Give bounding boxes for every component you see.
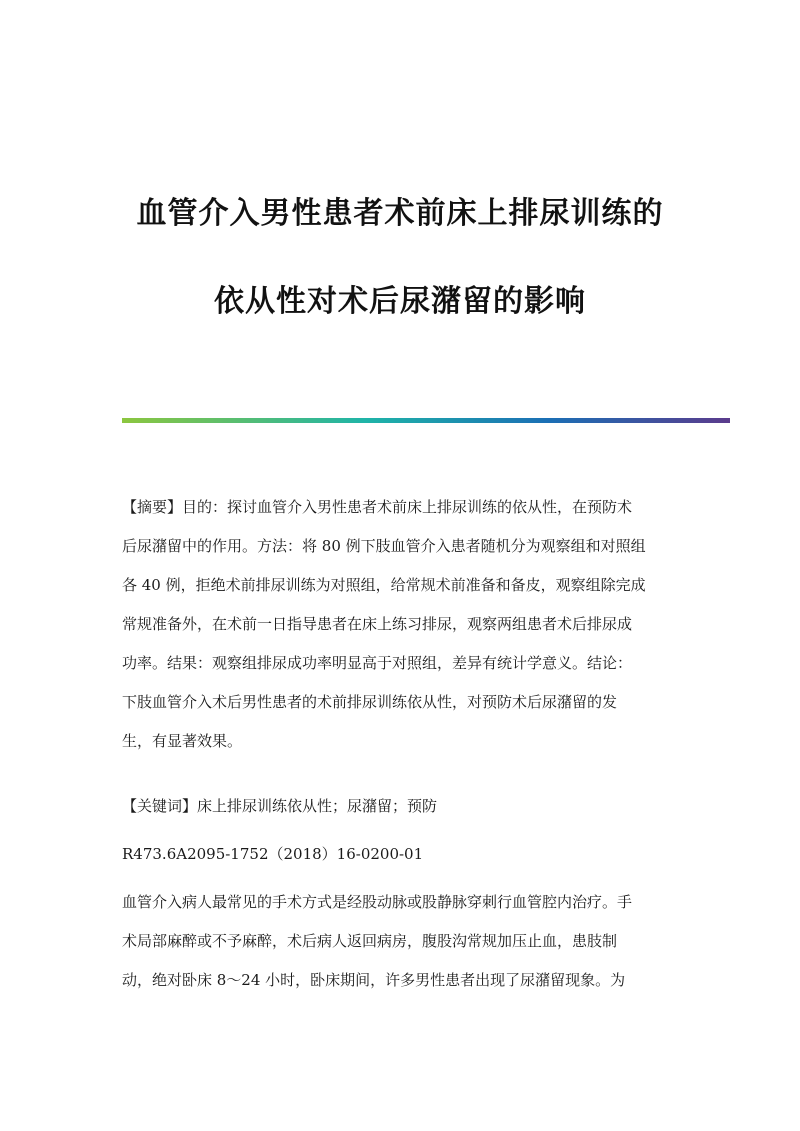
body-paragraph	[122, 883, 678, 1000]
abstract-line: 各 40 例，拒绝术前排尿训练为对照组，给常规术前准备和备皮，观察组除完成	[122, 576, 646, 594]
abstract-line: 后尿潴留中的作用。方法：将 80 例下肢血管介入患者随机分为观察组和对照组	[122, 537, 646, 555]
abstract-line: 生，有显著效果。	[122, 732, 243, 750]
title-divider	[122, 418, 730, 423]
abstract-line: 功率。结果：观察组排尿成功率明显高于对照组，差异有统计学意义。结论：	[122, 654, 633, 672]
keywords	[122, 787, 678, 826]
abstract-line: 【摘要】目的：探讨血管介入男性患者术前床上排尿训练的依从性，在预防术	[122, 498, 633, 516]
body-line: 术局部麻醉或不予麻醉，术后病人返回病房，腹股沟常规加压止血，患肢制	[122, 932, 618, 950]
body-line: 血管介入病人最常见的手术方式是经股动脉或股静脉穿刺行血管腔内治疗。手	[122, 893, 633, 911]
classification-code-text: R473.6A2095-1752（2018）16-0200-01	[122, 845, 424, 863]
abstract	[122, 488, 678, 761]
document-title-line-1: 血管介入男性患者术前床上排尿训练的	[136, 196, 664, 231]
abstract-line: 常规准备外，在术前一日指导患者在床上练习排尿，观察两组患者术后排尿成	[122, 615, 633, 633]
keywords-text: 【关键词】床上排尿训练依从性；尿潴留；预防	[122, 797, 438, 815]
body-line: 动，绝对卧床 8～24 小时，卧床期间，许多男性患者出现了尿潴留现象。为	[122, 971, 626, 989]
classification-code	[122, 835, 678, 874]
document-title-line-2: 依从性对术后尿潴留的影响	[214, 284, 586, 319]
abstract-line: 下肢血管介入术后男性患者的术前排尿训练依从性，对预防术后尿潴留的发	[122, 693, 618, 711]
